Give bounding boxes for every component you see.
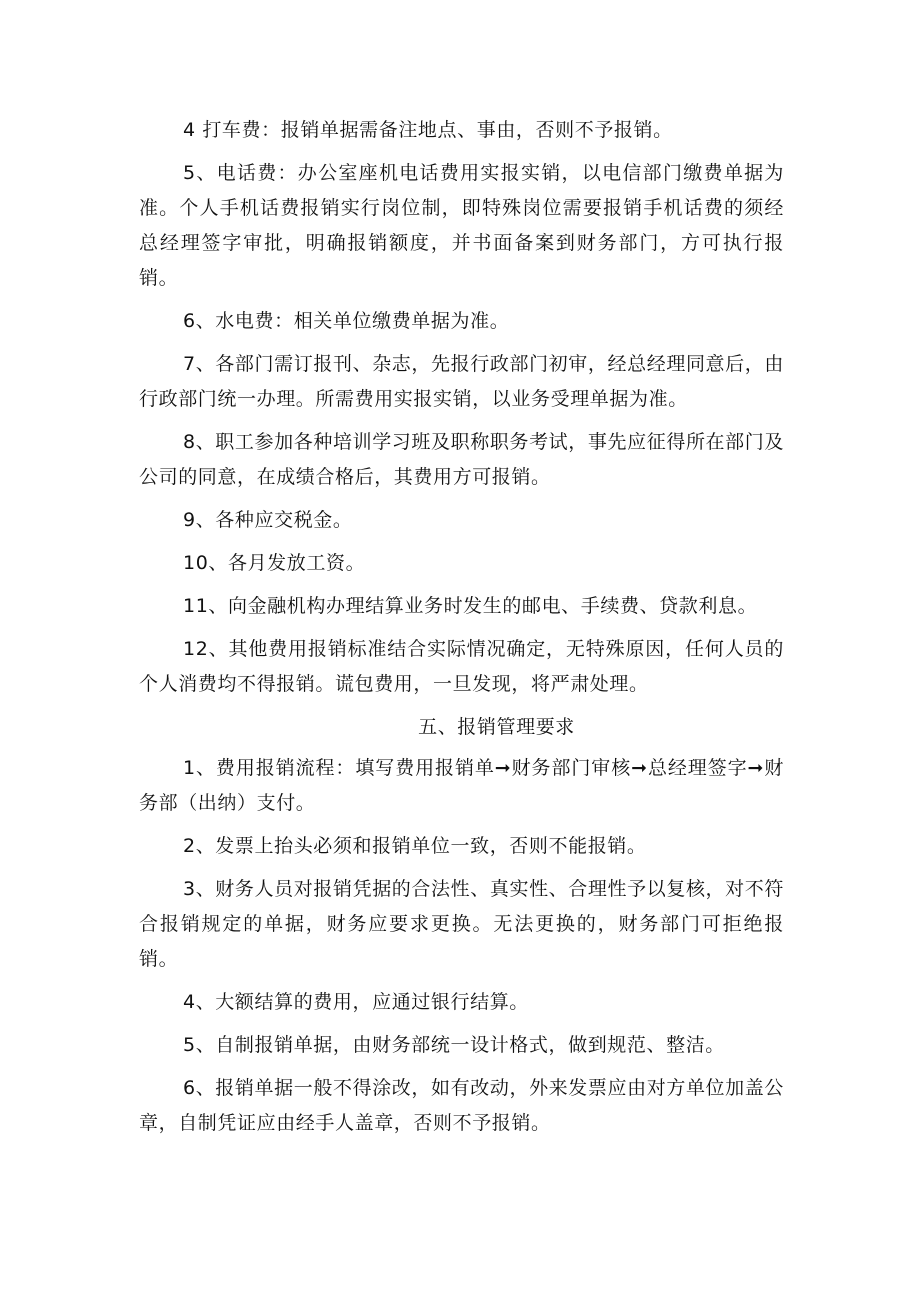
- section-heading: 五、报销管理要求: [418, 716, 575, 738]
- paragraph-no-alteration: 6、报销单据一般不得涂改，如有改动，外来发票应由对方单位加盖公章，自制凭证应由经手人盖章，否则不予报销。: [139, 1077, 784, 1134]
- paragraph-training: 8、职工参加各种培训学习班及职称职务考试，事先应征得所在部门及公司的同意，在成绩合格后，其费用方可报销。: [139, 431, 784, 488]
- paragraph-taxi-fee: 4 打车费：报销单据需备注地点、事由，否则不予报销。: [183, 119, 673, 141]
- paragraph-reimbursement-flow: 1、费用报销流程：填写费用报销单➞财务部门审核➞总经理签字➞财务部（出纳）支付。: [139, 757, 784, 814]
- paragraph-invoice-title: 2、发票上抬头必须和报销单位一致，否则不能报销。: [183, 835, 647, 857]
- paragraph-salary: 10、各月发放工资。: [183, 552, 366, 574]
- paragraph-finance-review: 3、财务人员对报销凭据的合法性、真实性、合理性予以复核，对不符合报销规定的单据，财务应要求更换。无法更换的，财务部门可拒绝报销。: [139, 878, 784, 970]
- paragraph-periodicals: 7、各部门需订报刊、杂志，先报行政部门初审，经总经理同意后，由行政部门统一办理。所需费用实报实销，以业务受理单据为准。: [139, 353, 784, 410]
- paragraph-bank-settlement: 4、大额结算的费用，应通过银行结算。: [183, 991, 529, 1013]
- document-page: [139, 113, 784, 1149]
- paragraph-self-made-forms: 5、自制报销单据，由财务部统一设计格式，做到规范、整洁。: [183, 1034, 725, 1056]
- paragraph-taxes: 9、各种应交税金。: [183, 509, 353, 531]
- paragraph-bank-fees: 11、向金融机构办理结算业务时发生的邮电、手续费、贷款利息。: [183, 595, 758, 617]
- paragraph-utility-fee: 6、水电费：相关单位缴费单据为准。: [183, 310, 510, 332]
- paragraph-phone-fee: 5、电话费：办公室座机电话费用实报实销，以电信部门缴费单据为准。个人手机话费报销实行岗位制，即特殊岗位需要报销手机话费的须经总经理签字审批，明确报销额度，并书面备案到财务部门，方可执行报销。: [139, 162, 784, 289]
- paragraph-other-fees: 12、其他费用报销标准结合实际情况确定，无特殊原因，任何人员的个人消费均不得报销。谎包费用，一旦发现，将严肃处理。: [139, 638, 784, 695]
